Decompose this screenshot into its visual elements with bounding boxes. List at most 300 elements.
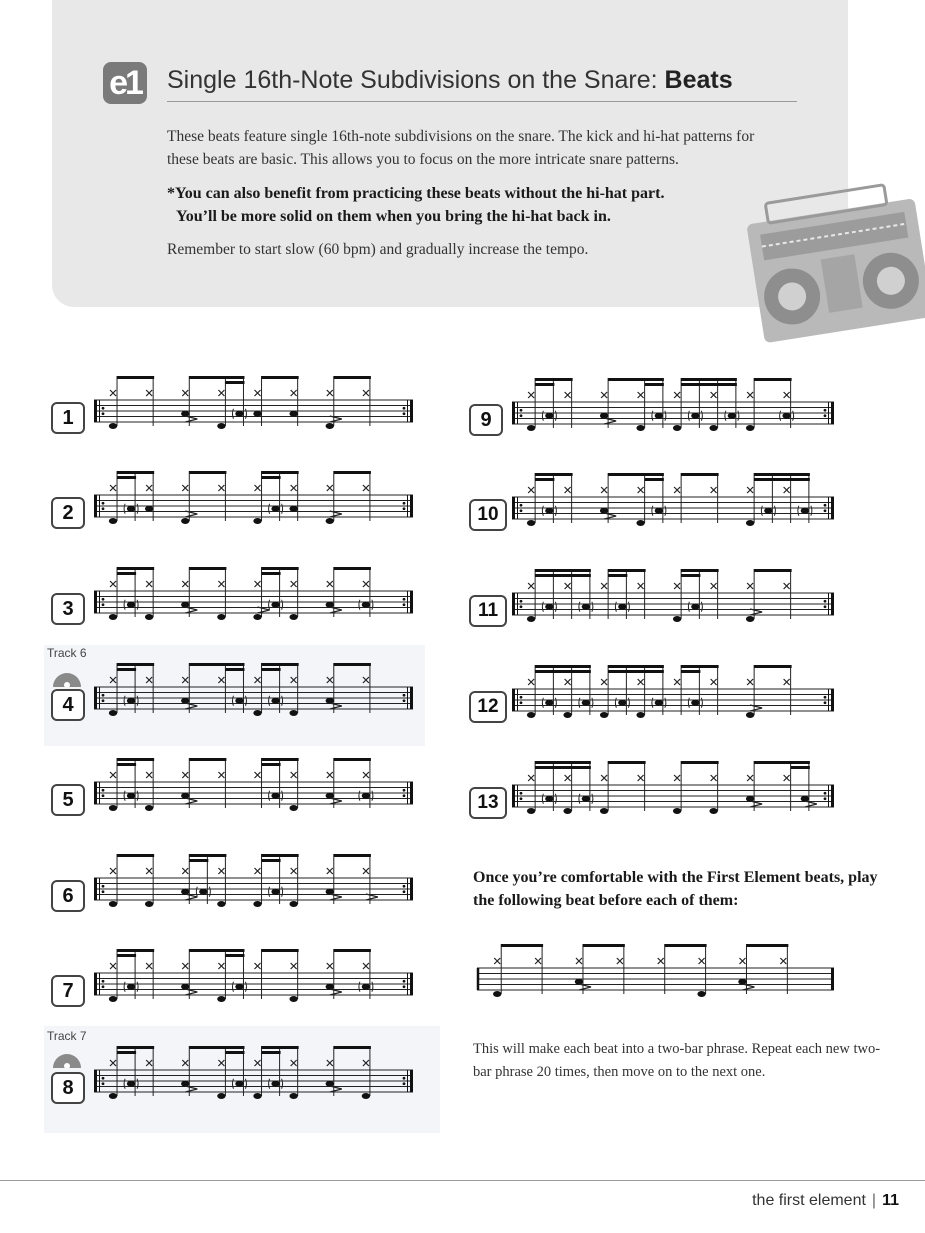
hihat-note [528, 583, 534, 589]
boombox-illustration [736, 172, 925, 357]
hihat-note [218, 868, 224, 874]
kick-note [527, 712, 535, 718]
repeat-end-bar [410, 973, 413, 995]
beat-number-6: 6 [51, 880, 85, 912]
ghost-paren [665, 411, 666, 421]
hihat-note [658, 958, 664, 964]
beam [189, 663, 244, 666]
ghost-snare-note [728, 413, 736, 419]
hihat-note [674, 487, 680, 493]
kick-note [673, 616, 681, 622]
ghost-paren [245, 1079, 246, 1089]
hihat-note [291, 1060, 297, 1066]
hihat-note [327, 868, 333, 874]
ghost-paren [372, 982, 373, 992]
ghost-snare-note [199, 889, 207, 895]
snare-note [181, 793, 189, 799]
kick-note [217, 1093, 225, 1099]
repeat-dot [403, 699, 406, 702]
repeat-dot [102, 603, 105, 606]
kick-note [746, 616, 754, 622]
kick-note [253, 710, 261, 716]
repeat-dot [520, 414, 523, 417]
repeat-end-bar [831, 593, 834, 615]
ghost-paren [372, 791, 373, 801]
beam [117, 854, 154, 857]
beam [189, 1046, 244, 1049]
hihat-note [110, 1060, 116, 1066]
kick-note [527, 425, 535, 431]
kick-note [109, 423, 117, 429]
snare-note [253, 411, 261, 417]
hihat-note [182, 677, 188, 683]
footer-divider [0, 1180, 925, 1181]
beam [334, 1046, 371, 1049]
ghost-paren [232, 1079, 233, 1089]
kick-note [217, 423, 225, 429]
snare-note [181, 411, 189, 417]
hihat-note [711, 775, 717, 781]
beam [681, 761, 719, 764]
beam [262, 567, 299, 570]
ghost-paren [592, 698, 593, 708]
hihat-note [110, 677, 116, 683]
repeat-end-bar [831, 497, 834, 519]
snare-note [600, 508, 608, 514]
repeat-dot [824, 797, 827, 800]
beat-staff-13 [508, 755, 838, 827]
beam [262, 758, 299, 761]
hihat-note [528, 392, 534, 398]
beam [189, 471, 226, 474]
hihat-note [218, 581, 224, 587]
repeat-dot [520, 504, 523, 507]
repeat-dot [102, 407, 105, 410]
beat-number-13: 13 [469, 787, 507, 819]
ghost-paren [761, 506, 762, 516]
repeat-dot [403, 603, 406, 606]
beat-number-2: 2 [51, 497, 85, 529]
beam [754, 761, 810, 764]
hihat-note [494, 958, 500, 964]
ghost-paren [269, 791, 270, 801]
beam [535, 569, 591, 572]
ghost-snare-note [618, 700, 626, 706]
hihat-note [110, 390, 116, 396]
hihat-note [638, 583, 644, 589]
repeat-dot [824, 600, 827, 603]
ghost-snare-note [271, 889, 279, 895]
hihat-note [784, 392, 790, 398]
ghost-snare-note [655, 508, 663, 514]
beam-16th [225, 954, 244, 957]
tip-line-1: *You can also benefit from practicing these beats without the hi-hat part. [167, 185, 665, 202]
hihat-note [218, 485, 224, 491]
repeat-end-bar [831, 402, 834, 424]
kick-note [362, 1093, 370, 1099]
beam [746, 944, 788, 947]
hihat-note [218, 677, 224, 683]
ghost-paren [652, 506, 653, 516]
hihat-note [182, 868, 188, 874]
hihat-note [182, 390, 188, 396]
repeat-dot [403, 980, 406, 983]
kick-note [109, 901, 117, 907]
ghost-paren [359, 791, 360, 801]
beam [262, 1046, 299, 1049]
kick-note [109, 996, 117, 1002]
ghost-paren [798, 506, 799, 516]
repeat-dot [102, 885, 105, 888]
beam [189, 758, 226, 761]
ghost-snare-note [127, 698, 135, 704]
beam-16th [262, 763, 281, 766]
snare-note [738, 979, 746, 985]
repeat-start-bar [512, 402, 515, 424]
kick-note [289, 805, 297, 811]
hihat-note [576, 958, 582, 964]
beam [501, 944, 543, 947]
beat-number-12: 12 [469, 691, 507, 723]
beam-16th [117, 476, 136, 479]
ghost-paren [592, 602, 593, 612]
tempo-reminder: Remember to start slow (60 bpm) and gradually increase the tempo. [167, 241, 589, 258]
ghost-snare-note [655, 413, 663, 419]
beat-staff-12 [508, 659, 838, 731]
ghost-paren [359, 982, 360, 992]
hihat-note [601, 583, 607, 589]
hihat-note [638, 487, 644, 493]
ghost-paren [615, 698, 616, 708]
repeat-start-bar [94, 591, 97, 613]
snare-note [326, 984, 334, 990]
beam [608, 665, 664, 668]
kick-note [289, 996, 297, 1002]
hihat-note [218, 772, 224, 778]
repeat-dot [102, 694, 105, 697]
ghost-paren [628, 602, 629, 612]
ghost-paren [282, 791, 283, 801]
kick-note [746, 520, 754, 526]
ghost-snare-note [362, 602, 370, 608]
hihat-note [747, 775, 753, 781]
repeat-start-bar [94, 878, 97, 900]
repeat-dot [102, 890, 105, 893]
ghost-paren [124, 1079, 125, 1089]
beat-number-1: 1 [51, 402, 85, 434]
snare-note [801, 796, 809, 802]
beam [334, 758, 371, 761]
hihat-note [601, 487, 607, 493]
hihat-note [110, 963, 116, 969]
ghost-snare-note [235, 411, 243, 417]
kick-note [527, 808, 535, 814]
hihat-note [780, 958, 786, 964]
hihat-note [363, 868, 369, 874]
ghost-paren [196, 887, 197, 897]
kick-note [253, 1093, 261, 1099]
ghost-paren [269, 696, 270, 706]
repeat-dot [102, 412, 105, 415]
beam-16th [681, 574, 700, 577]
beam [608, 761, 646, 764]
ghost-snare-note [271, 602, 279, 608]
kick-note [673, 808, 681, 814]
hihat-note [146, 963, 152, 969]
repeat-dot [824, 409, 827, 412]
ghost-snare-note [235, 984, 243, 990]
ghost-paren [542, 794, 543, 804]
hihat-note [747, 487, 753, 493]
beam [117, 1046, 154, 1049]
hihat-note [291, 963, 297, 969]
repeat-end-bar [410, 400, 413, 422]
beam-16th [535, 670, 591, 673]
beam [262, 663, 299, 666]
kick-note [217, 996, 225, 1002]
kick-note [493, 991, 501, 997]
hihat-note [327, 772, 333, 778]
hihat-note [291, 581, 297, 587]
beam-16th [262, 1051, 281, 1054]
ghost-paren [209, 887, 210, 897]
kick-note [109, 614, 117, 620]
snare-note [326, 793, 334, 799]
hihat-note [565, 679, 571, 685]
repeat-dot [403, 412, 406, 415]
ghost-paren [555, 794, 556, 804]
hihat-note [617, 958, 623, 964]
ghost-snare-note [655, 700, 663, 706]
repeat-start-bar [512, 689, 515, 711]
kick-note [145, 901, 153, 907]
kick-note [673, 425, 681, 431]
kick-note [289, 710, 297, 716]
hihat-note [146, 581, 152, 587]
ghost-paren [124, 791, 125, 801]
track-7-label: Track 7 [47, 1029, 87, 1043]
ghost-paren [124, 696, 125, 706]
beam [754, 473, 810, 476]
kick-note [253, 614, 261, 620]
beam-16th [225, 1051, 244, 1054]
snare-note [181, 1081, 189, 1087]
repeat-dot [403, 407, 406, 410]
kick-note [253, 518, 261, 524]
hihat-note [291, 677, 297, 683]
beam [535, 761, 591, 764]
ghost-snare-note [362, 984, 370, 990]
beam [189, 567, 226, 570]
ghost-paren [701, 602, 702, 612]
ghost-paren [665, 698, 666, 708]
repeat-start-bar [94, 782, 97, 804]
title-main: Single 16th-Note Subdivisions on the Snare: [167, 66, 665, 94]
repeat-end-bar [831, 785, 834, 807]
hihat-note [291, 772, 297, 778]
beat-staff-8 [90, 1040, 417, 1112]
snare-note [289, 506, 297, 512]
ghost-paren [652, 411, 653, 421]
kick-note [600, 808, 608, 814]
repeat-dot [403, 985, 406, 988]
hihat-note [711, 583, 717, 589]
hihat-note [363, 485, 369, 491]
ghost-paren [245, 409, 246, 419]
beam [334, 854, 371, 857]
ghost-snare-note [127, 506, 135, 512]
beam-16th [791, 766, 810, 769]
hihat-note [674, 392, 680, 398]
beat-number-5: 5 [51, 784, 85, 816]
kick-note [600, 712, 608, 718]
section-title [167, 66, 797, 102]
ghost-paren [780, 411, 781, 421]
repeat-dot [824, 605, 827, 608]
kick-note [253, 901, 261, 907]
ghost-paren [688, 411, 689, 421]
beam [608, 378, 664, 381]
beam-16th [645, 478, 664, 481]
kick-note [697, 991, 705, 997]
hihat-note [674, 583, 680, 589]
repeat-dot [403, 1082, 406, 1085]
hihat-note [146, 772, 152, 778]
ghost-paren [738, 411, 739, 421]
ghost-paren [615, 602, 616, 612]
repeat-start-bar [94, 1070, 97, 1092]
repeat-end-bar [410, 495, 413, 517]
beam [117, 471, 154, 474]
kick-note [527, 616, 535, 622]
hihat-note [110, 485, 116, 491]
snare-note [326, 889, 334, 895]
repeat-dot [102, 502, 105, 505]
beat-staff-4 [90, 657, 417, 729]
hihat-note [638, 679, 644, 685]
ghost-paren [282, 504, 283, 514]
ghost-paren [688, 602, 689, 612]
ghost-paren [579, 602, 580, 612]
repeat-start-bar [94, 973, 97, 995]
ghost-paren [137, 1079, 138, 1089]
hihat-note [255, 581, 261, 587]
snare-note [600, 413, 608, 419]
hihat-note [327, 581, 333, 587]
kick-note [217, 901, 225, 907]
page-number: 11 [882, 1192, 899, 1209]
kick-note [709, 808, 717, 814]
snare-note [289, 411, 297, 417]
beam-16th [117, 1051, 136, 1054]
ghost-paren [592, 794, 593, 804]
ghost-paren [555, 698, 556, 708]
ghost-snare-note [801, 508, 809, 514]
beam [334, 376, 371, 379]
ghost-paren [245, 982, 246, 992]
repeat-dot [102, 598, 105, 601]
repeat-dot [520, 409, 523, 412]
ghost-snare-note [127, 1081, 135, 1087]
beam-16th [535, 478, 554, 481]
ghost-paren [665, 506, 666, 516]
ghost-snare-note [691, 700, 699, 706]
hihat-note [601, 392, 607, 398]
ghost-paren [628, 698, 629, 708]
snare-note [746, 796, 754, 802]
snare-note [181, 984, 189, 990]
ghost-paren [542, 506, 543, 516]
snare-note [326, 698, 334, 704]
beam [583, 944, 625, 947]
beat-staff-10 [508, 467, 838, 539]
hihat-note [674, 775, 680, 781]
beam [681, 569, 719, 572]
title-bold: Beats [664, 66, 733, 94]
hihat-note [565, 487, 571, 493]
hihat-note [218, 1060, 224, 1066]
hihat-note [255, 963, 261, 969]
ghost-snare-note [545, 700, 553, 706]
repeat-dot [824, 792, 827, 795]
hihat-note [327, 1060, 333, 1066]
ghost-paren [372, 600, 373, 610]
beat-staff-7 [90, 943, 417, 1015]
ghost-paren [269, 600, 270, 610]
hihat-note [747, 583, 753, 589]
beam [535, 378, 573, 381]
hihat-note [182, 963, 188, 969]
repeat-start-bar [94, 495, 97, 517]
kick-note [289, 614, 297, 620]
ghost-paren [555, 602, 556, 612]
hihat-note [674, 679, 680, 685]
repeat-end-bar [831, 689, 834, 711]
hihat-note [146, 868, 152, 874]
repeat-dot [520, 605, 523, 608]
cd-icon [52, 667, 82, 687]
repeat-dot [520, 600, 523, 603]
footer-title: the first element [752, 1192, 866, 1209]
hihat-note [146, 677, 152, 683]
ghost-paren [542, 698, 543, 708]
beam [681, 665, 719, 668]
repeat-end-bar [410, 782, 413, 804]
hihat-note [255, 485, 261, 491]
beam-16th [225, 668, 244, 671]
beat-number-3: 3 [51, 593, 85, 625]
hihat-note [601, 775, 607, 781]
beam [754, 378, 792, 381]
kick-note [289, 901, 297, 907]
beam-16th [535, 383, 554, 386]
kick-note [563, 712, 571, 718]
kick-note [109, 805, 117, 811]
snare-note [181, 602, 189, 608]
beam [681, 378, 737, 381]
beam [535, 473, 573, 476]
repeat-dot [102, 794, 105, 797]
beam [117, 567, 154, 570]
hihat-note [110, 772, 116, 778]
hihat-note [363, 581, 369, 587]
ghost-paren [232, 982, 233, 992]
kick-note [636, 712, 644, 718]
repeat-dot [403, 890, 406, 893]
ghost-paren [232, 696, 233, 706]
ghost-paren [232, 409, 233, 419]
repeat-dot [102, 980, 105, 983]
